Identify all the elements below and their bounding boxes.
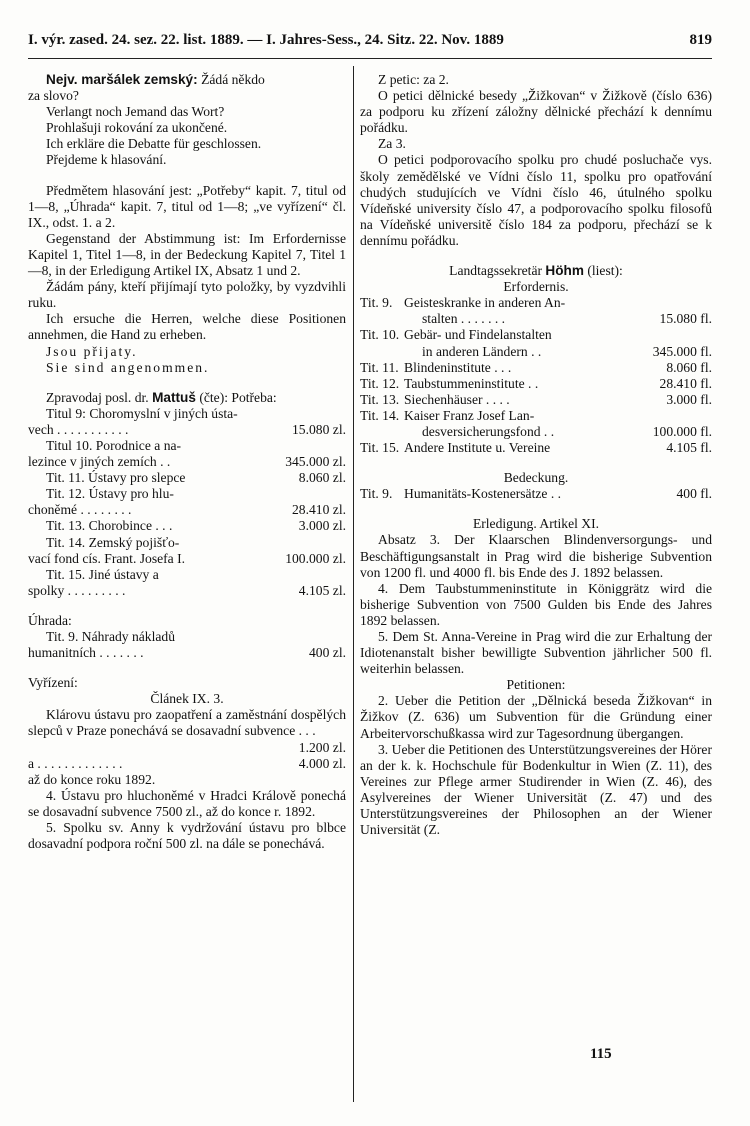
budget-row: Tit. 12. Taubstummeninstitute . . 28.410 fl.: [360, 375, 712, 391]
budget-row: in anderen Ländern . . 345.000 fl.: [422, 343, 712, 359]
budget-item-label: Tit. 15. Jiné ústavy a: [46, 566, 159, 582]
budget-row: vací fond cís. Frant. Josefa I. 100.000 zl.: [28, 550, 346, 566]
secretary-name: Höhm: [545, 263, 584, 279]
paragraph: 3. Ueber die Petitionen des Unterstützungsvereines der Hörer an der k. k. Hochschule für Bodenkultur in Wien (Z. 11), des Vereines zur Pflege armer Studirender in Wien (Z. 46), des Asylvereines der Wiener Universität (Z. 47) und des Unterstützungsvereines der Philosophen an der Wiener Universität (Z.: [360, 741, 712, 838]
budget-amount: 8.060 zl.: [298, 470, 346, 486]
paragraph: 4. Dem Taubstummeninstitute in Königgrätz wird die bisherige Subvention von 7500 Gulden bis Ende des Jahres 1892 belassen.: [360, 580, 712, 628]
article-heading: Článek IX. 3.: [150, 691, 224, 707]
paragraph: Ich erkläre die Debatte für geschlossen.: [46, 136, 262, 152]
speaker-line: [28, 72, 346, 88]
budget-amount: 345.000 fl.: [652, 343, 712, 359]
paragraph: až do konce roku 1892.: [28, 771, 156, 787]
budget-row: humanitních . . . . . . . 400 zl.: [28, 645, 346, 661]
reporter-line: Zpravodaj posl. dr. Mattuš (čte): Potřeba:: [46, 389, 277, 405]
budget-amount: 400 fl.: [676, 486, 712, 502]
budget-row: Tit. 11. Blindeninstitute . . . 8.060 fl.: [360, 359, 712, 375]
paragraph: Jsou přijaty.: [46, 343, 138, 359]
budget-amount: 28.410 fl.: [659, 375, 712, 391]
paragraph: Za 3.: [378, 136, 406, 152]
budget-row: vech . . . . . . . . . . . 15.080 zl.: [28, 421, 346, 437]
reporter-name: Mattuš: [152, 389, 196, 405]
section-heading: Bedeckung.: [503, 470, 569, 486]
paragraph: Předmětem hlasování jest: „Potřeby“ kapit. 7, titul od 1—8, „Úhrada“ kapit. 7, titul od 1—8; „ve vyřízení“ čl. IX., odst. 1. a 2.: [28, 182, 346, 230]
page-number: 819: [689, 32, 712, 48]
budget-amount: 4.105 fl.: [666, 440, 712, 456]
budget-row: Tit. 11. Ústavy pro slepce 8.060 zl.: [46, 470, 346, 486]
right-column: [360, 72, 712, 838]
budget-amount: 15.080 fl.: [659, 311, 712, 327]
budget-amount: 345.000 zl.: [285, 454, 346, 470]
budget-row: Tit. 13. Siechenhäuser . . . . 3.000 fl.: [360, 391, 712, 407]
budget-amount: 1.200 zl.: [298, 739, 346, 755]
budget-amount: 4.000 zl.: [298, 755, 346, 771]
budget-row: spolky . . . . . . . . . 4.105 zl.: [28, 582, 346, 598]
budget-row: Tit. 9. Humanitäts-Kostenersätze . . 400 fl.: [360, 486, 712, 502]
paragraph: O petici dělnické besedy „Žižkovan“ v Žižkově (číslo 636) za podporu ku zřízení záložny dělnické přechází k dennímu pořádku.: [360, 88, 712, 136]
speaker-text: Žádá někdo: [201, 72, 265, 87]
column-divider: [353, 66, 354, 1102]
budget-row: Tit. 15. Andere Institute u. Vereine 4.105 fl.: [360, 440, 712, 456]
paragraph: 4. Ústavu pro hluchoněmé v Hradci Králově ponechá se dosavadní subvence 7500 zl., až do konce r. 1892.: [28, 787, 346, 819]
speaker-name: Nejv. maršálek zemský:: [46, 72, 198, 87]
paragraph: Ich ersuche die Herren, welche diese Positionen annehmen, die Hand zu erheben.: [28, 311, 346, 343]
paragraph: Žádám pány, kteří přijímají tyto položky, by vyzdvihli ruku.: [28, 279, 346, 311]
article-heading: Erledigung. Artikel XI.: [472, 516, 600, 532]
budget-amount: 15.080 zl.: [292, 421, 346, 437]
budget-item-label: Titul 9: Choromyslní v jiných ústa-: [46, 405, 238, 421]
running-header: [28, 32, 712, 54]
budget-amount: 28.410 zl.: [292, 502, 346, 518]
paragraph: 5. Spolku sv. Anny k vydržování ústavu pro blbce dosavadní podpora roční 500 zl. na dále se ponechává.: [28, 820, 346, 852]
paragraph: Absatz 3. Der Klaarschen Blindenversorgungs- und Beschäftigungsanstalt in Prag wird die bisherige Subvention von 1200 fl. und 4000 fl. bis Ende des J. 1892 belassen.: [360, 532, 712, 580]
budget-amount: 100.000 zl.: [285, 550, 346, 566]
paragraph: O petici podporovacího spolku pro chudé posluchače vys. školy zemědělské ve Vídni číslo 11, spolku pro opatřování chudých studujících ve Vídni číslo 46, útulného spolku Vídeňské university číslo 47, a podporovacího spolku filosofů na Vídeňské universitě číslo 184 za podporu, přechází se k dennímu pořádku.: [360, 152, 712, 248]
paragraph: Přejdeme k hlasování.: [46, 152, 167, 168]
running-header-title: I. výr. zased. 24. sez. 22. list. 1889. — I. Jahres-Sess., 24. Sitz. 22. Nov. 1889: [28, 32, 504, 48]
budget-amount: 400 zl.: [309, 645, 346, 661]
budget-row: Tit. 9. Geisteskranke in anderen An-: [360, 295, 566, 311]
budget-row: Tit. 13. Chorobince . . . 3.000 zl.: [46, 518, 346, 534]
paragraph: Gegenstand der Abstimmung ist: Im Erfordernisse Kapitel 1, Titel 1—8, in der Bedeckung Kapitel 7, Titel 1—8, in der Erledigung Artikel IX, Absatz 1 und 2.: [28, 230, 346, 279]
budget-amount: 3.000 zl.: [298, 518, 346, 534]
signature-number: 115: [590, 1046, 612, 1062]
paragraph: za slovo?: [28, 88, 79, 104]
budget-row: lezince v jiných zemích . . 345.000 zl.: [28, 454, 346, 470]
paragraph: Prohlašuji rokování za ukončené.: [46, 120, 228, 136]
section-heading: Erfordernis.: [503, 279, 569, 295]
budget-row: a . . . . . . . . . . . . . 4.000 zl.: [28, 755, 346, 771]
paragraph: Klárovu ústavu pro zaopatření a zaměstnání dospělých slepců v Praze ponechává se dosavadní subvence . . .: [28, 707, 346, 739]
header-rule: [28, 58, 712, 59]
budget-item-label: Tit. 12. Ústavy pro hlu-: [46, 486, 174, 502]
paragraph: Sie sind angenommen.: [46, 359, 210, 375]
paragraph: 5. Dem St. Anna-Vereine in Prag wird die zur Erhaltung der Idiotenanstalt bisher bewilligte Subvention jährlicher 500 fl. weiterhin belassen.: [360, 629, 712, 677]
paragraph: Z petic: za 2.: [378, 72, 449, 87]
budget-item-label: Tit. 14. Zemský pojišťo-: [46, 534, 180, 550]
section-heading: Petitionen:: [506, 677, 566, 693]
secretary-line: Landtagssekretär Höhm (liest):: [449, 263, 623, 279]
budget-row: stalten . . . . . . . 15.080 fl.: [422, 311, 712, 327]
budget-item-label: Tit. 9. Náhrady nákladů: [46, 629, 176, 644]
section-heading: Vyřízení:: [28, 675, 78, 691]
budget-row: choněmé . . . . . . . . 28.410 zl.: [28, 502, 346, 518]
paragraph: 2. Ueber die Petition der „Dělnická beseda Žižkovan“ in Žižkov (Z. 636) um Subvention für die Gründung einer Arbeitervorschußkassa wird zur Tagesordnung übergangen.: [360, 693, 712, 741]
budget-row: [28, 740, 346, 756]
paragraph: Verlangt noch Jemand das Wort?: [46, 104, 225, 120]
budget-row: desversicherungsfond . . 100.000 fl.: [422, 423, 712, 439]
budget-amount: 4.105 zl.: [298, 582, 346, 598]
budget-item-label: Titul 10. Porodnice a na-: [46, 437, 182, 453]
budget-row: Tit. 14. Kaiser Franz Josef Lan-: [360, 407, 535, 423]
budget-amount: 8.060 fl.: [666, 359, 712, 375]
budget-amount: 100.000 fl.: [652, 423, 712, 439]
section-heading: Úhrada:: [28, 612, 72, 628]
budget-amount: 3.000 fl.: [666, 391, 712, 407]
left-column: [28, 72, 346, 852]
budget-row: Tit. 10. Gebär- und Findelanstalten: [360, 327, 552, 343]
